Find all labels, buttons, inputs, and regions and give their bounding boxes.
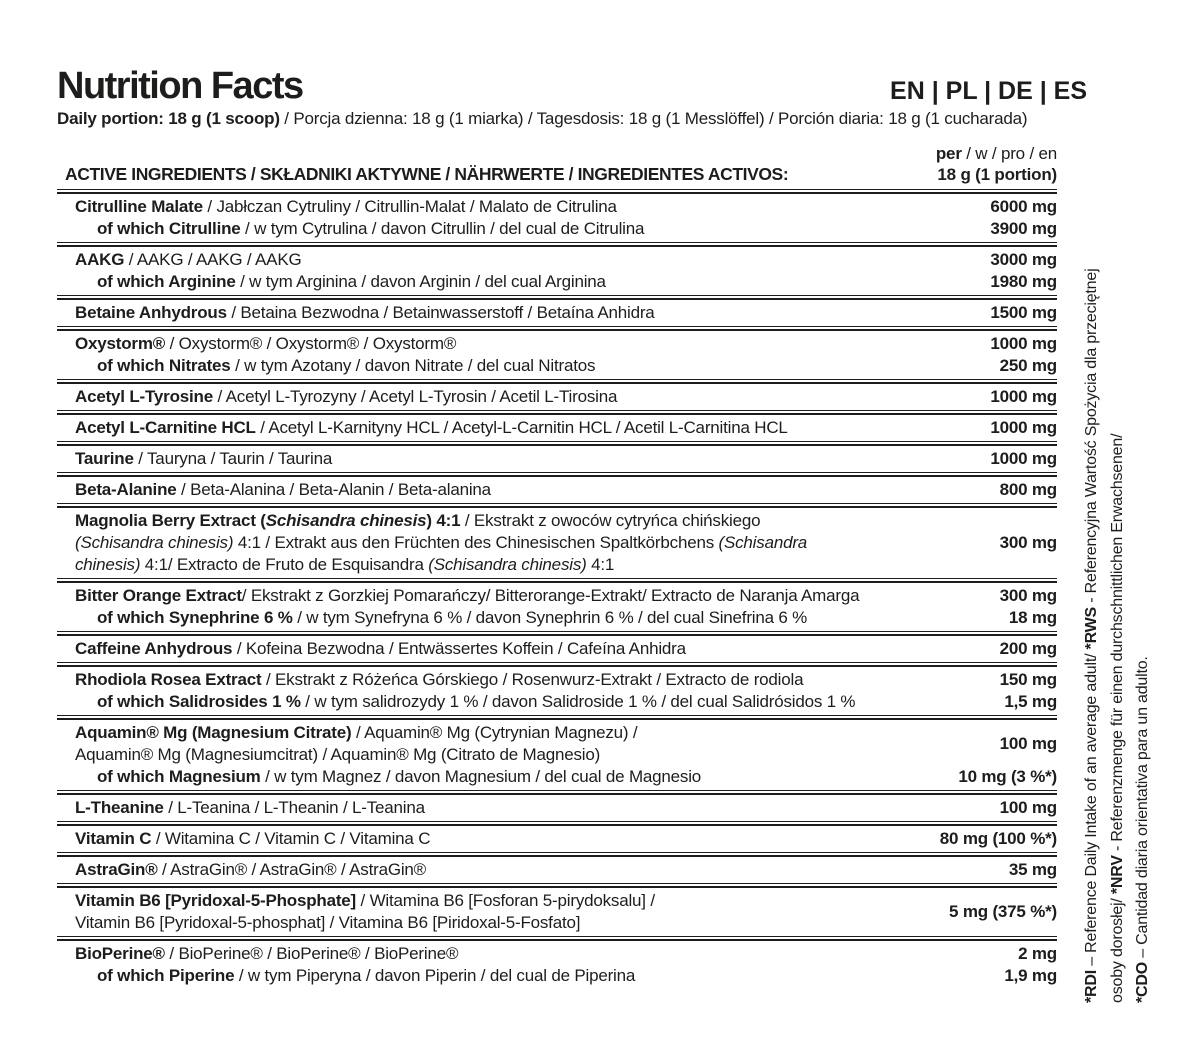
ingredient-names (57, 585, 988, 607)
ingredient-group (57, 722, 1057, 766)
ingredient-line (75, 585, 988, 607)
ingredient-line (75, 196, 978, 218)
value-cell: 18 mg (1008, 608, 1057, 627)
ingredient-line (75, 554, 988, 576)
ingredient-names (57, 386, 978, 408)
ingredient-group (57, 417, 1057, 439)
ingredient-names (57, 607, 997, 629)
text-segment: / Jabłczan Cytruliny / Citrullin-Malat / Malato de Citrulina (202, 197, 617, 216)
text-segment: Schisandra chinesis (265, 511, 427, 530)
text-segment: / w tym salidrozydy 1 % / davon Salidroside 1 % / del cual Salidrósidos 1 % (300, 692, 856, 711)
value-cell: 100 mg (999, 798, 1057, 817)
vertical-footnotes (1079, 155, 1156, 1003)
table-body (57, 189, 1057, 989)
text-segment: 4:1 / Extrakt aus den Früchten des Chinesischen Spaltkörbchens (233, 533, 719, 552)
ingredient-names (57, 417, 978, 439)
value-cell: 1980 mg (990, 272, 1057, 291)
text-segment: / Aquamin® Mg (Cytrynian Magnezu) / (351, 723, 638, 742)
ingredient-group (57, 479, 1057, 501)
ingredient-line (75, 766, 946, 788)
text-segment: – Reference Daily Intake of an average adult/ (1083, 649, 1100, 971)
text-segment: / Beta-Alanina / Beta-Alanin / Beta-alanina (176, 480, 491, 499)
ingredient-group (57, 302, 1057, 324)
ingredient-line (75, 532, 988, 554)
ingredient-names (57, 448, 978, 470)
text-segment: Oxystorm® (75, 334, 166, 353)
ingredient-group (57, 828, 1057, 850)
text-segment: Citrulline Malate (75, 197, 203, 216)
table-row (57, 583, 1057, 631)
text-segment: / Acetyl L-Tyrozyny / Acetyl L-Tyrosin / Acetil L-Tirosina (213, 387, 618, 406)
value-cell: 200 mg (999, 639, 1057, 658)
ingredient-group (57, 386, 1057, 408)
ingredient-line (75, 722, 988, 744)
value-cell: 1,5 mg (1004, 692, 1057, 711)
ingredient-names (57, 302, 978, 324)
table-row (57, 331, 1057, 379)
text-segment: / Kofeina Bezwodna / Entwässertes Koffein / Cafeína Anhidra (232, 639, 686, 658)
ingredient-line (75, 249, 978, 271)
header-per-line: per / w / pro / en (935, 144, 1057, 163)
text-segment: / Witamina B6 [Fosforan 5-pirydoksalu] / (356, 891, 655, 910)
ingredient-line (75, 448, 978, 470)
ingredient-group (57, 943, 1057, 965)
ingredient-line (75, 965, 992, 987)
text-segment: / w tym Magnez / davon Magnesium / del cual de Magnesio (260, 767, 702, 786)
header-ingredients-label: ACTIVE INGREDIENTS / SKŁADNIKI AKTYWNE / NÄHRWERTE / INGREDIENTES ACTIVOS: (65, 164, 789, 184)
ingredient-line (75, 859, 997, 881)
ingredient-group (57, 271, 1057, 293)
text-segment: (Schisandra chinesis) (75, 533, 234, 552)
ingredient-names (57, 965, 992, 987)
ingredient-line (75, 355, 988, 377)
ingredient-line (75, 890, 937, 912)
text-segment: Vitamin B6 [Pyridoxal-5-phosphat] / Vitamina B6 [Piridoxal-5-Fosfato] (75, 913, 581, 932)
text-segment: of which Nitrates (97, 356, 231, 375)
value-cell: 1000 mg (990, 418, 1057, 437)
value-cell: 1500 mg (990, 303, 1057, 322)
text-segment: (Schisandra (718, 533, 808, 552)
header-per-portion (936, 143, 1057, 185)
value-cell: 150 mg (999, 670, 1057, 689)
text-segment: / w tym Azotany / davon Nitrate / del cual Nitratos (230, 356, 596, 375)
text-segment: Vitamin C (75, 829, 152, 848)
text-segment: / w tym Synefryna 6 % / davon Synephrin 6 % / del cual Sinefrina 6 % (292, 608, 808, 627)
text-segment: / BioPerine® / BioPerine® / BioPerine® (164, 944, 459, 963)
ingredient-line (75, 302, 978, 324)
value-cell: 800 mg (999, 480, 1057, 499)
footnote-line (1130, 155, 1156, 1003)
table-row (57, 636, 1057, 662)
ingredient-line (75, 271, 978, 293)
table-row (57, 941, 1057, 989)
ingredient-names (57, 722, 988, 766)
text-segment: *CDO (1134, 962, 1151, 1003)
text-segment: of which Magnesium (97, 767, 261, 786)
value-cell: 10 mg (3 %*) (958, 767, 1057, 786)
text-segment: / Tauryna / Taurin / Taurina (133, 449, 333, 468)
value-cell: 300 mg (999, 533, 1057, 552)
table-row (57, 508, 1057, 578)
ingredient-group (57, 355, 1057, 377)
table-row (57, 194, 1057, 242)
daily-portion-line (57, 109, 1057, 129)
ingredient-group (57, 448, 1057, 470)
ingredient-names (57, 479, 988, 501)
ingredient-group (57, 669, 1057, 691)
ingredient-group (57, 510, 1057, 576)
ingredient-group (57, 585, 1057, 607)
ingredient-line (75, 828, 928, 850)
text-segment: AAKG (75, 250, 125, 269)
ingredient-group (57, 638, 1057, 660)
ingredient-line (75, 912, 937, 934)
text-segment: of which Synephrine 6 % (97, 608, 293, 627)
text-segment: L-Theanine (75, 798, 164, 817)
ingredient-names (57, 218, 978, 240)
ingredient-group (57, 333, 1057, 355)
table-row (57, 247, 1057, 295)
text-segment: Acetyl L-Tyrosine (75, 387, 213, 406)
value-cell: 6000 mg (990, 197, 1057, 216)
ingredient-names (57, 196, 978, 218)
text-segment: Aquamin® Mg (Magnesiumcitrat) / Aquamin® Mg (Citrato de Magnesio) (75, 745, 601, 764)
text-segment: Taurine (75, 449, 134, 468)
text-segment: / AAKG / AAKG / AAKG (124, 250, 302, 269)
text-segment: Vitamin B6 [Pyridoxal-5-Phosphate] (75, 891, 357, 910)
text-segment: 4:1/ Extracto de Fruto de Esquisandra (140, 555, 429, 574)
ingredient-names (57, 333, 978, 355)
ingredient-group (57, 218, 1057, 240)
table-row (57, 667, 1057, 715)
page-title: Nutrition Facts (57, 65, 303, 107)
table-row (57, 415, 1057, 441)
value-cell: 1,9 mg (1004, 966, 1057, 985)
text-segment: / w tym Arginina / davon Arginin / del cual Arginina (235, 272, 606, 291)
value-cell: 80 mg (100 %*) (939, 829, 1057, 848)
ingredient-group (57, 249, 1057, 271)
ingredient-line (75, 797, 988, 819)
ingredient-line (75, 607, 997, 629)
value-cell: 1000 mg (990, 334, 1057, 353)
text-segment: *RDI (1083, 970, 1100, 1003)
value-cell: 2 mg (1018, 944, 1057, 963)
text-segment: / AstraGin® / AstraGin® / AstraGin® (157, 860, 427, 879)
ingredient-group (57, 691, 1057, 713)
ingredient-group (57, 859, 1057, 881)
label-content (57, 65, 1087, 989)
text-segment: / Oxystorm® / Oxystorm® / Oxystorm® (165, 334, 457, 353)
ingredient-group (57, 890, 1057, 934)
table-row (57, 446, 1057, 472)
table-row (57, 300, 1057, 326)
ingredient-line (75, 479, 988, 501)
ingredient-line (75, 638, 988, 660)
text-segment: / Witamina C / Vitamin C / Vitamina C (151, 829, 431, 848)
text-segment: AstraGin® (75, 860, 158, 879)
text-segment: *RWS (1083, 606, 1100, 650)
ingredient-names (57, 859, 997, 881)
text-segment: (Schisandra chinesis) (428, 555, 587, 574)
ingredient-names (57, 638, 988, 660)
ingredient-line (75, 744, 988, 766)
value-cell: 250 mg (999, 356, 1057, 375)
text-segment: of which Piperine (97, 966, 235, 985)
text-segment: Bitter Orange Extract (75, 586, 242, 605)
text-segment: – Cantidad diaria orientativa para un adulto. (1134, 656, 1151, 963)
text-segment: osoby dorosłej/ (1108, 894, 1126, 1003)
value-cell: 5 mg (375 %*) (949, 902, 1057, 921)
ingredient-line (75, 218, 978, 240)
ingredient-names (57, 691, 992, 713)
text-segment: Beta-Alanine (75, 480, 177, 499)
text-segment: of which Citrulline (97, 219, 241, 238)
ingredient-line (75, 510, 988, 532)
table-row (57, 888, 1057, 936)
text-segment: - Referenzmenge für einen durchschnittlichen Erwachsenen/ (1108, 433, 1126, 856)
value-cell: 100 mg (999, 734, 1057, 753)
value-cell: 3000 mg (990, 250, 1057, 269)
header-portion-line: 18 g (1 portion) (937, 165, 1057, 184)
value-cell: 1000 mg (990, 387, 1057, 406)
ingredient-names (57, 355, 988, 377)
table-row (57, 857, 1057, 883)
text-segment: Magnolia Berry Extract ( (75, 511, 266, 530)
daily-portion-bold: Daily portion: 18 g (1 scoop) (57, 109, 280, 128)
ingredient-names (57, 890, 937, 934)
text-segment: Caffeine Anhydrous (75, 639, 233, 658)
text-segment: / Acetyl L-Karnityny HCL / Acetyl-L-Carnitin HCL / Acetil L-Carnitina HCL (255, 418, 788, 437)
text-segment: ) 4:1 (426, 511, 461, 530)
ingredient-names (57, 249, 978, 271)
text-segment: / Betaina Bezwodna / Betainwasserstoff / Betaína Anhidra (226, 303, 655, 322)
text-segment: - Referencyjna Wartość Spożycia dla przeciętnej (1083, 268, 1100, 607)
table-header (57, 141, 1057, 189)
text-segment: / w tym Cytrulina / davon Citrullin / del cual de Citrulina (240, 219, 645, 238)
footnote-line (1079, 155, 1105, 1003)
ingredient-names (57, 271, 978, 293)
text-segment: chinesis) (75, 555, 141, 574)
text-segment: Acetyl L-Carnitine HCL (75, 418, 256, 437)
text-segment: Betaine Anhydrous (75, 303, 227, 322)
ingredient-names (57, 797, 988, 819)
text-segment: 4:1 (586, 555, 615, 574)
text-segment: of which Salidrosides 1 % (97, 692, 301, 711)
text-segment: / Ekstrakt z Gorzkiej Pomarańczy/ Bitterorange-Extrakt/ Extracto de Naranja Amarga (241, 586, 860, 605)
ingredients-table (57, 141, 1057, 989)
table-row (57, 826, 1057, 852)
text-segment: / w tym Piperyna / davon Piperin / del cual de Piperina (234, 966, 636, 985)
masthead (57, 65, 1087, 107)
language-selector[interactable]: EN | PL | DE | ES (890, 77, 1087, 105)
value-cell: 35 mg (1008, 860, 1057, 879)
ingredient-line (75, 417, 978, 439)
ingredient-line (75, 669, 988, 691)
ingredient-line (75, 386, 978, 408)
table-row (57, 720, 1057, 790)
ingredient-line (75, 691, 992, 713)
value-cell: 300 mg (999, 586, 1057, 605)
table-row (57, 477, 1057, 503)
ingredient-names (57, 828, 928, 850)
text-segment: / L-Teanina / L-Theanin / L-Teanina (163, 798, 425, 817)
table-row (57, 384, 1057, 410)
text-segment: *NRV (1108, 855, 1126, 895)
ingredient-line (75, 333, 978, 355)
text-segment: Rhodiola Rosea Extract (75, 670, 262, 689)
ingredient-names (57, 766, 946, 788)
ingredient-group (57, 797, 1057, 819)
ingredient-group (57, 965, 1057, 987)
text-segment: Aquamin® Mg (Magnesium Citrate) (75, 723, 352, 742)
ingredient-group (57, 766, 1057, 788)
ingredient-group (57, 196, 1057, 218)
text-segment: / Ekstrakt z owoców cytryńca chińskiego (460, 511, 761, 530)
ingredient-names (57, 669, 988, 691)
ingredient-line (75, 943, 1006, 965)
footnote-line (1105, 155, 1131, 1003)
value-cell: 1000 mg (990, 449, 1057, 468)
daily-portion-translations: / Porcja dzienna: 18 g (1 miarka) / Tagesdosis: 18 g (1 Messlöffel) / Porción diaria: 18 g (1 cucharada) (279, 109, 1028, 128)
text-segment: / Ekstrakt z Różeńca Górskiego / Rosenwurz-Extrakt / Extracto de rodiola (261, 670, 804, 689)
text-segment: BioPerine® (75, 944, 165, 963)
ingredient-names (57, 943, 1006, 965)
value-cell: 3900 mg (990, 219, 1057, 238)
text-segment: of which Arginine (97, 272, 236, 291)
ingredient-names (57, 510, 988, 576)
table-row (57, 795, 1057, 821)
ingredient-group (57, 607, 1057, 629)
